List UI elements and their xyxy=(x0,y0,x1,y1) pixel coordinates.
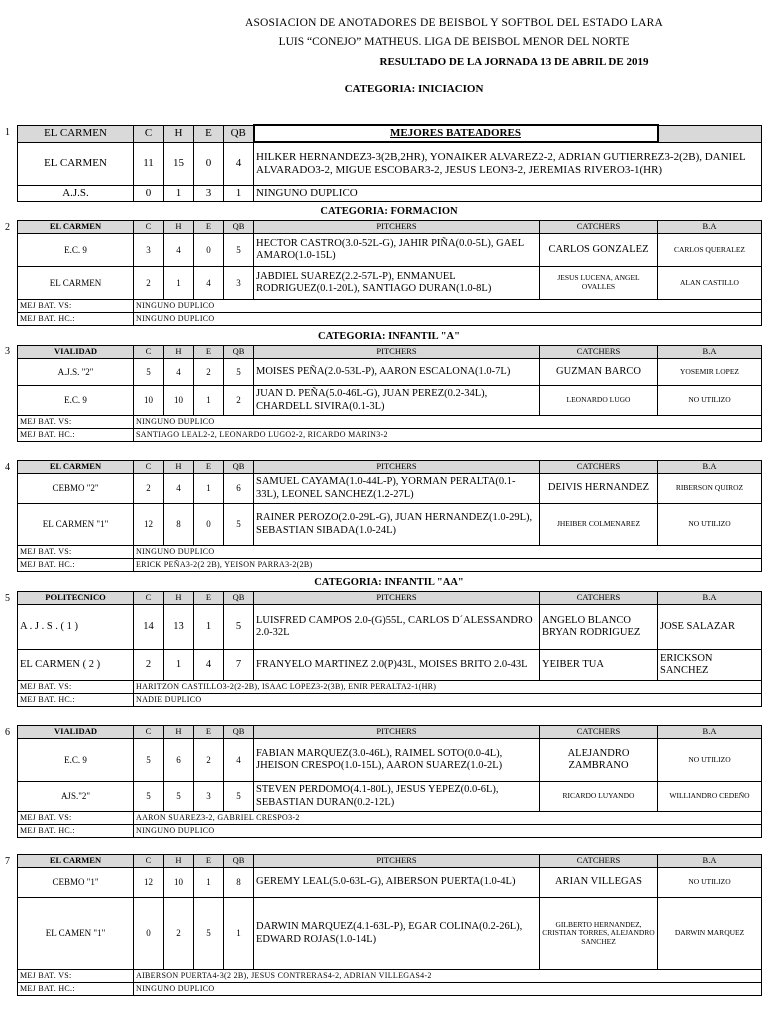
empty-cell xyxy=(658,125,762,142)
game-number: 4 xyxy=(5,462,10,473)
col-ba: B.A xyxy=(658,221,762,234)
col-e: E xyxy=(194,346,224,359)
header-line-1: ASOSIACION DE ANOTADORES DE BEISBOL Y SOFTBOL DEL ESTADO LARA xyxy=(244,17,664,29)
col-e: E xyxy=(194,461,224,474)
col-e: E xyxy=(194,855,224,868)
col-c: C xyxy=(134,125,164,142)
qb: 2 xyxy=(224,386,254,416)
col-c: C xyxy=(134,726,164,739)
errors: 3 xyxy=(194,185,224,201)
col-pitchers: PITCHERS xyxy=(254,855,540,868)
category-title-infantil-aa: CATEGORIA: INFANTIL "AA" xyxy=(314,577,464,588)
team-name: E.C. 9 xyxy=(18,234,134,267)
col-catchers: CATCHERS xyxy=(540,221,658,234)
col-ba: B.A xyxy=(658,346,762,359)
pitchers: GEREMY LEAL(5.0-63L-G), AIBERSON PUERTA(1.0-4L) xyxy=(254,868,540,898)
runs: 5 xyxy=(134,359,164,386)
col-qb: QB xyxy=(224,221,254,234)
catchers: ARIAN VILLEGAS xyxy=(540,868,658,898)
header-line-2: LUIS “CONEJO” MATHEUS. LIGA DE BEISBOL MENOR DEL NORTE xyxy=(278,36,630,48)
mej-hc-label: MEJ BAT. HC.: xyxy=(18,313,134,326)
mej-vs-label: MEJ BAT. VS: xyxy=(18,546,134,559)
ba: ALAN CASTILLO xyxy=(658,267,762,300)
host-team: EL CARMEN xyxy=(18,855,134,868)
col-e: E xyxy=(194,726,224,739)
mej-hc-value: NINGUNO DUPLICO xyxy=(134,825,762,838)
catchers: RICARDO LUYANDO xyxy=(540,782,658,812)
mej-vs-value: AIBERSON PUERTA4-3(2 2B), JESUS CONTRERAS4-2, ADRIAN VILLEGAS4-2 xyxy=(134,970,762,983)
game-number: 7 xyxy=(5,856,10,867)
errors: 2 xyxy=(194,359,224,386)
host-team: EL CARMEN xyxy=(18,461,134,474)
qb: 1 xyxy=(224,898,254,970)
game-number: 1 xyxy=(5,127,10,138)
catchers: GILBERTO HERNANDEZ, CRISTIAN TORRES, ALEJANDRO SANCHEZ xyxy=(540,898,658,970)
col-ba: B.A xyxy=(658,592,762,605)
errors: 1 xyxy=(194,474,224,504)
ba: WILLIANDRO CEDEÑO xyxy=(658,782,762,812)
pitchers: HECTOR CASTRO(3.0-52L-G), JAHIR PIÑA(0.0-5L), GAEL AMARO(1.0-15L) xyxy=(254,234,540,267)
mej-vs-label: MEJ BAT. VS: xyxy=(18,812,134,825)
runs: 2 xyxy=(134,267,164,300)
catchers: CARLOS GONZALEZ xyxy=(540,234,658,267)
ba: CARLOS QUERALEZ xyxy=(658,234,762,267)
col-h: H xyxy=(164,221,194,234)
mej-hc-label: MEJ BAT. HC.: xyxy=(18,825,134,838)
runs: 0 xyxy=(134,185,164,201)
hits: 10 xyxy=(164,386,194,416)
pitchers: FRANYELO MARTINEZ 2.0(P)43L, MOISES BRITO 2.0-43L xyxy=(254,650,540,681)
pitchers: JABDIEL SUAREZ(2.2-57L-P), ENMANUEL RODRIGUEZ(0.1-20L), SANTIAGO DURAN(1.0-8L) xyxy=(254,267,540,300)
game-table-6 xyxy=(17,725,762,838)
col-ba: B.A xyxy=(658,855,762,868)
game-table-5 xyxy=(17,591,762,707)
header-line-3: RESULTADO DE LA JORNADA 13 DE ABRIL DE 2019 xyxy=(379,56,649,68)
mej-vs-label: MEJ BAT. VS: xyxy=(18,681,134,694)
col-e: E xyxy=(194,221,224,234)
team-name: A.J.S. xyxy=(18,185,134,201)
pitchers: RAINER PEROZO(2.0-29L-G), JUAN HERNANDEZ(1.0-29L), SEBASTIAN SIBADA(1.0-24L) xyxy=(254,504,540,546)
qb: 5 xyxy=(224,359,254,386)
hits: 1 xyxy=(164,185,194,201)
runs: 2 xyxy=(134,650,164,681)
host-team: VIALIDAD xyxy=(18,346,134,359)
team-name: EL CARMEN xyxy=(18,142,134,185)
team-name: AJS."2" xyxy=(18,782,134,812)
game-number: 6 xyxy=(5,727,10,738)
hits: 1 xyxy=(164,267,194,300)
qb: 7 xyxy=(224,650,254,681)
col-pitchers: PITCHERS xyxy=(254,592,540,605)
team-name: E.C. 9 xyxy=(18,739,134,782)
mej-vs-value: NINGUNO DUPLICO xyxy=(134,416,762,429)
pitchers: LUISFRED CAMPOS 2.0-(G)55L, CARLOS D´ALESSANDRO 2.0-32L xyxy=(254,605,540,650)
mej-hc-value: SANTIAGO LEAL2-2, LEONARDO LUGO2-2, RICARDO MARIN3-2 xyxy=(134,429,762,442)
catchers: YEIBER TUA xyxy=(540,650,658,681)
ba: NO UTILIZO xyxy=(658,868,762,898)
hits: 1 xyxy=(164,650,194,681)
col-c: C xyxy=(134,855,164,868)
ba: NO UTILIZO xyxy=(658,386,762,416)
mej-hc-label: MEJ BAT. HC.: xyxy=(18,694,134,707)
col-ba: B.A xyxy=(658,726,762,739)
best-batters-title: MEJORES BATEADORES xyxy=(254,125,658,142)
col-catchers: CATCHERS xyxy=(540,726,658,739)
game-table-2 xyxy=(17,220,762,326)
runs: 0 xyxy=(134,898,164,970)
col-catchers: CATCHERS xyxy=(540,346,658,359)
team-name: A.J.S. "2" xyxy=(18,359,134,386)
qb: 6 xyxy=(224,474,254,504)
mej-hc-value: NINGUNO DUPLICO xyxy=(134,983,762,996)
runs: 5 xyxy=(134,739,164,782)
team-name: EL CARMEN xyxy=(18,267,134,300)
game-table-1 xyxy=(17,124,762,202)
ba: DARWIN MARQUEZ xyxy=(658,898,762,970)
errors: 3 xyxy=(194,782,224,812)
team-name: EL CARMEN "1" xyxy=(18,504,134,546)
col-c: C xyxy=(134,461,164,474)
game-table-7 xyxy=(17,854,762,996)
qb: 1 xyxy=(224,185,254,201)
pitchers: DARWIN MARQUEZ(4.1-63L-P), EGAR COLINA(0.2-26L), EDWARD ROJAS(1.0-14L) xyxy=(254,898,540,970)
ba: NO UTILIZO xyxy=(658,739,762,782)
runs: 3 xyxy=(134,234,164,267)
hits: 8 xyxy=(164,504,194,546)
team-name: EL CARMEN ( 2 ) xyxy=(18,650,134,681)
col-c: C xyxy=(134,592,164,605)
catchers: ALEJANDRO ZAMBRANO xyxy=(540,739,658,782)
ba: ERICKSON SANCHEZ xyxy=(658,650,762,681)
col-qb: QB xyxy=(224,726,254,739)
pitchers: JUAN D. PEÑA(5.0-46L-G), JUAN PEREZ(0.2-34L), CHARDELL SIVIRA(0.1-3L) xyxy=(254,386,540,416)
col-h: H xyxy=(164,461,194,474)
errors: 0 xyxy=(194,234,224,267)
mej-vs-label: MEJ BAT. VS: xyxy=(18,416,134,429)
mej-vs-value: AARON SUAREZ3-2, GABRIEL CRESPO3-2 xyxy=(134,812,762,825)
col-h: H xyxy=(164,726,194,739)
col-qb: QB xyxy=(224,461,254,474)
ba: NO UTILIZO xyxy=(658,504,762,546)
ba: RIBERSON QUIROZ xyxy=(658,474,762,504)
col-c: C xyxy=(134,346,164,359)
qb: 5 xyxy=(224,605,254,650)
errors: 4 xyxy=(194,267,224,300)
pitchers: FABIAN MARQUEZ(3.0-46L), RAIMEL SOTO(0.0-4L), JHEISON CRESPO(1.0-15L), AARON SUAREZ(1.0-2L) xyxy=(254,739,540,782)
runs: 12 xyxy=(134,868,164,898)
category-title-infantil-a: CATEGORIA: INFANTIL "A" xyxy=(318,331,460,342)
best-batters-text: NINGUNO DUPLICO xyxy=(254,185,762,201)
mej-hc-label: MEJ BAT. HC.: xyxy=(18,429,134,442)
mej-hc-value: NADIE DUPLICO xyxy=(134,694,762,707)
hits: 2 xyxy=(164,898,194,970)
mej-hc-value: NINGUNO DUPLICO xyxy=(134,313,762,326)
runs: 2 xyxy=(134,474,164,504)
game-number: 5 xyxy=(5,593,10,604)
qb: 5 xyxy=(224,504,254,546)
col-h: H xyxy=(164,346,194,359)
category-title-formacion: CATEGORIA: FORMACION xyxy=(320,206,458,217)
host-team: VIALIDAD xyxy=(18,726,134,739)
mej-vs-value: NINGUNO DUPLICO xyxy=(134,300,762,313)
col-qb: QB xyxy=(224,125,254,142)
team-name: A . J . S . ( 1 ) xyxy=(18,605,134,650)
ba: YOSEMIR LOPEZ xyxy=(658,359,762,386)
game-number: 2 xyxy=(5,222,10,233)
game-table-3 xyxy=(17,345,762,442)
mej-vs-value: HARITZON CASTILLO3-2(2-2B), ISAAC LOPEZ3-2(3B), ENIR PERALTA2-1(HR) xyxy=(134,681,762,694)
col-e: E xyxy=(194,125,224,142)
errors: 4 xyxy=(194,650,224,681)
col-h: H xyxy=(164,125,194,142)
team-name: E.C. 9 xyxy=(18,386,134,416)
col-pitchers: PITCHERS xyxy=(254,461,540,474)
game-table-4 xyxy=(17,460,762,572)
mej-hc-label: MEJ BAT. HC.: xyxy=(18,559,134,572)
col-catchers: CATCHERS xyxy=(540,855,658,868)
errors: 0 xyxy=(194,504,224,546)
host-team: POLITECNICO xyxy=(18,592,134,605)
runs: 11 xyxy=(134,142,164,185)
pitchers: SAMUEL CAYAMA(1.0-44L-P), YORMAN PERALTA(0.1-33L), LEONEL SANCHEZ(1.2-27L) xyxy=(254,474,540,504)
hits: 13 xyxy=(164,605,194,650)
col-qb: QB xyxy=(224,855,254,868)
host-team: EL CARMEN xyxy=(18,125,134,142)
qb: 5 xyxy=(224,234,254,267)
col-h: H xyxy=(164,855,194,868)
errors: 1 xyxy=(194,605,224,650)
team-name: CEBMO "2" xyxy=(18,474,134,504)
col-e: E xyxy=(194,592,224,605)
col-catchers: CATCHERS xyxy=(540,461,658,474)
col-catchers: CATCHERS xyxy=(540,592,658,605)
runs: 5 xyxy=(134,782,164,812)
errors: 2 xyxy=(194,739,224,782)
errors: 0 xyxy=(194,142,224,185)
col-qb: QB xyxy=(224,346,254,359)
col-ba: B.A xyxy=(658,461,762,474)
hits: 15 xyxy=(164,142,194,185)
mej-hc-label: MEJ BAT. HC.: xyxy=(18,983,134,996)
host-team: EL CARMEN xyxy=(18,221,134,234)
hits: 4 xyxy=(164,234,194,267)
best-batters-text: HILKER HERNANDEZ3-3(2B,2HR), YONAIKER ALVAREZ2-2, ADRIAN GUTIERREZ3-2(2B), DANIEL ALVARADO3-2, MIGUE ESCOBAR3-2, JESUS LEON3-2, JEREMIAS RIVERO3-1(HR) xyxy=(254,142,762,185)
hits: 4 xyxy=(164,359,194,386)
mej-vs-label: MEJ BAT. VS: xyxy=(18,300,134,313)
col-pitchers: PITCHERS xyxy=(254,221,540,234)
qb: 4 xyxy=(224,142,254,185)
col-h: H xyxy=(164,592,194,605)
qb: 8 xyxy=(224,868,254,898)
ba: JOSE SALAZAR xyxy=(658,605,762,650)
category-title-iniciacion: CATEGORIA: INICIACION xyxy=(344,83,484,95)
mej-vs-label: MEJ BAT. VS: xyxy=(18,970,134,983)
pitchers: MOISES PEÑA(2.0-53L-P), AARON ESCALONA(1.0-7L) xyxy=(254,359,540,386)
catchers: LEONARDO LUGO xyxy=(540,386,658,416)
errors: 1 xyxy=(194,386,224,416)
runs: 12 xyxy=(134,504,164,546)
errors: 5 xyxy=(194,898,224,970)
qb: 3 xyxy=(224,267,254,300)
team-name: CEBMO "1" xyxy=(18,868,134,898)
catchers: GUZMAN BARCO xyxy=(540,359,658,386)
qb: 5 xyxy=(224,782,254,812)
errors: 1 xyxy=(194,868,224,898)
col-pitchers: PITCHERS xyxy=(254,726,540,739)
hits: 10 xyxy=(164,868,194,898)
mej-vs-value: NINGUNO DUPLICO xyxy=(134,546,762,559)
hits: 5 xyxy=(164,782,194,812)
hits: 4 xyxy=(164,474,194,504)
col-qb: QB xyxy=(224,592,254,605)
catchers: DEIVIS HERNANDEZ xyxy=(540,474,658,504)
col-c: C xyxy=(134,221,164,234)
mej-hc-value: ERICK PEÑA3-2(2 2B), YEISON PARRA3-2(2B) xyxy=(134,559,762,572)
runs: 10 xyxy=(134,386,164,416)
runs: 14 xyxy=(134,605,164,650)
hits: 6 xyxy=(164,739,194,782)
catchers: JESUS LUCENA, ANGEL OVALLES xyxy=(540,267,658,300)
catchers: JHEIBER COLMENAREZ xyxy=(540,504,658,546)
team-name: EL CAMEN "1" xyxy=(18,898,134,970)
catchers: ANGELO BLANCO BRYAN RODRIGUEZ xyxy=(540,605,658,650)
col-pitchers: PITCHERS xyxy=(254,346,540,359)
game-number: 3 xyxy=(5,346,10,357)
pitchers: STEVEN PERDOMO(4.1-80L), JESUS YEPEZ(0.0-6L), SEBASTIAN DURAN(0.2-12L) xyxy=(254,782,540,812)
qb: 4 xyxy=(224,739,254,782)
